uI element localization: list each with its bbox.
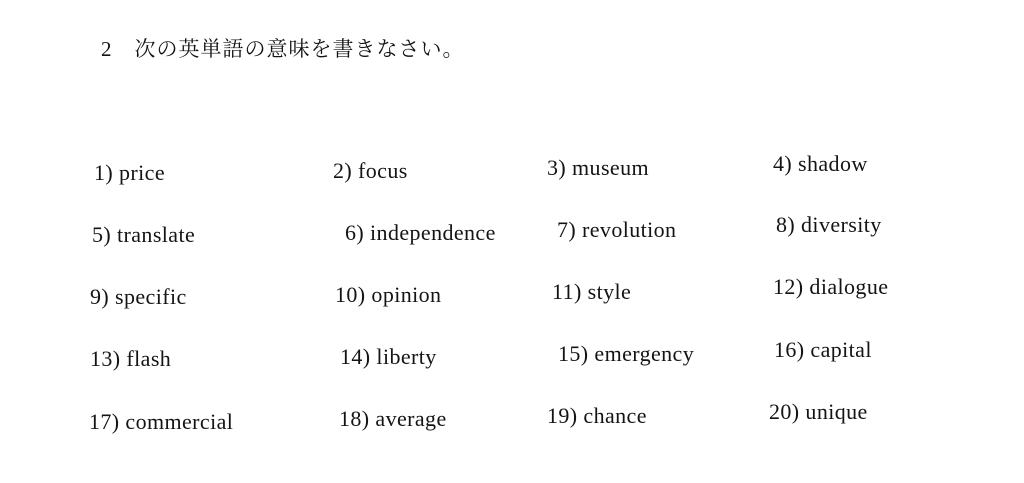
vocab-item: 11) style [552, 279, 632, 304]
vocab-item: 5) translate [92, 222, 196, 247]
vocab-item: 17) commercial [89, 409, 234, 434]
vocab-item: 4) shadow [773, 151, 868, 176]
vocab-item: 1) price [94, 160, 165, 185]
vocab-item: 20) unique [769, 399, 868, 424]
vocab-item: 6) independence [345, 220, 496, 245]
vocab-item: 12) dialogue [773, 274, 889, 299]
vocab-item: 10) opinion [335, 282, 442, 307]
vocab-item: 18) average [339, 406, 447, 431]
question-instruction: 次の英単語の意味を書きなさい。 [134, 37, 465, 61]
vocab-item: 2) focus [333, 158, 408, 183]
vocab-item: 13) flash [90, 346, 172, 371]
vocab-item: 15) emergency [558, 341, 695, 366]
vocab-item: 19) chance [547, 403, 647, 428]
vocab-item: 8) diversity [776, 212, 882, 237]
vocab-item: 14) liberty [340, 344, 437, 369]
vocab-item: 9) specific [90, 284, 187, 309]
question-heading [101, 33, 465, 63]
question-number: 2 [101, 37, 113, 61]
vocab-item: 3) museum [547, 155, 649, 180]
vocab-item: 16) capital [774, 337, 872, 362]
vocab-item: 7) revolution [557, 217, 677, 242]
